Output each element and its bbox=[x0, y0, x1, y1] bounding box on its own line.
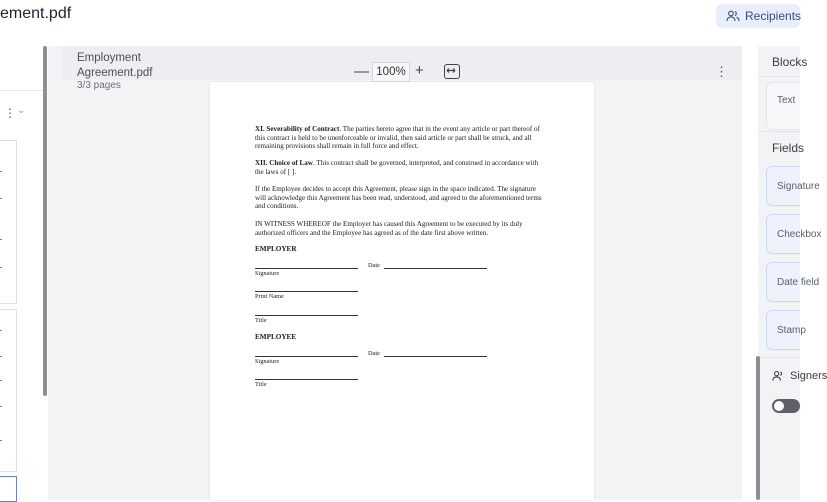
thumbnail-more-icon[interactable]: ⋮ bbox=[4, 106, 16, 120]
page-count: 3/3 pages bbox=[77, 80, 121, 91]
recipients-button[interactable] bbox=[716, 4, 800, 28]
severability-text: . The parties hereto agree that in the event any article or part thereof of this contract is held to be unenforceable or invalid, then said article or part shall be struck, and all remaining provisions shall remain in full force and effect. bbox=[255, 125, 540, 151]
thumbnail-text-mark bbox=[0, 171, 2, 172]
chevron-down-icon[interactable]: ⌄ bbox=[17, 105, 26, 116]
employee-title-line[interactable] bbox=[255, 379, 358, 380]
pdf-page bbox=[210, 82, 594, 500]
blocks-divider bbox=[758, 76, 800, 77]
page-thumbnail-2[interactable] bbox=[0, 309, 17, 472]
employer-heading: EMPLOYER bbox=[255, 245, 297, 253]
choice-of-law-heading: XII. Choice of Law bbox=[255, 159, 313, 167]
employee-signature-line[interactable] bbox=[255, 356, 358, 357]
fields-title: Fields bbox=[772, 141, 805, 155]
thumbnail-text-mark bbox=[0, 267, 2, 268]
users-icon bbox=[772, 370, 785, 382]
employer-signature-label: Signature bbox=[255, 270, 280, 277]
fields-divider bbox=[758, 131, 800, 132]
signers-row bbox=[772, 370, 827, 382]
thumbnail-scrollbar[interactable] bbox=[43, 46, 47, 396]
thumbnail-text-mark bbox=[0, 406, 2, 407]
severability-paragraph bbox=[255, 125, 545, 151]
employee-heading: EMPLOYEE bbox=[255, 333, 297, 341]
witness-paragraph: IN WITNESS WHEREOF the Employer has caused this Agreement to be executed by its duly authorized officers and the Employee has agreed as of the date first above written. bbox=[255, 220, 523, 237]
recipients-label: Recipients bbox=[745, 9, 802, 23]
zoom-out-button[interactable]: — bbox=[354, 63, 369, 80]
checkbox-field-block[interactable]: Checkbox bbox=[766, 214, 800, 254]
thumbnail-text-mark bbox=[0, 356, 2, 357]
acceptance-paragraph: If the Employee decides to accept this Agreement, please sign in the space indicated. The signature will acknowledge this Agreement has been read, understood, and agreed to the aforementioned terms and conditions. bbox=[255, 185, 542, 211]
toggle-knob bbox=[774, 401, 784, 411]
viewer-file-name: Employment Agreement.pdf bbox=[77, 52, 153, 79]
employer-title-line[interactable] bbox=[255, 315, 358, 316]
document-title: ement.pdf bbox=[0, 5, 72, 22]
employee-signature-label: Signature bbox=[255, 358, 280, 365]
employee-date-label: Date bbox=[368, 350, 380, 357]
thumbnail-text-mark bbox=[0, 330, 2, 331]
zoom-in-button[interactable]: + bbox=[415, 62, 424, 79]
thumbnail-text-mark bbox=[0, 239, 2, 240]
employee-date-line[interactable] bbox=[384, 356, 487, 357]
page-thumbnail-1[interactable] bbox=[0, 140, 17, 304]
signers-divider bbox=[758, 357, 800, 358]
severability-heading: XI. Severability of Contract bbox=[255, 125, 340, 133]
signers-label: Signers bbox=[790, 370, 827, 382]
fit-width-icon[interactable] bbox=[444, 64, 460, 79]
page-thumbnail-3[interactable] bbox=[0, 476, 17, 502]
choice-of-law-paragraph bbox=[255, 159, 545, 176]
employer-date-label: Date bbox=[368, 262, 380, 269]
employer-date-line[interactable] bbox=[384, 268, 487, 269]
users-icon bbox=[726, 10, 740, 22]
blocks-title: Blocks bbox=[772, 55, 808, 69]
thumbnail-text-mark bbox=[0, 198, 2, 199]
thumbnail-text-mark bbox=[0, 440, 2, 441]
zoom-level[interactable]: 100% bbox=[372, 62, 410, 82]
signature-field-block[interactable]: Signature bbox=[766, 166, 800, 206]
employer-print-name-line[interactable] bbox=[255, 291, 358, 292]
stamp-field-block[interactable]: Stamp bbox=[766, 310, 800, 350]
viewer-more-icon[interactable]: ⋮ bbox=[715, 64, 728, 79]
employer-title-label: Title bbox=[255, 317, 267, 324]
choice-of-law-text: . This contract shall be governed, interpreted, and construed in accordance with the laws of [ ]. bbox=[255, 159, 539, 176]
date-field-block[interactable]: Date field bbox=[766, 262, 800, 302]
top-bar bbox=[0, 0, 800, 34]
right-scrollbar[interactable] bbox=[756, 356, 760, 500]
thumbnail-divider bbox=[0, 90, 44, 91]
employer-signature-line[interactable] bbox=[255, 268, 358, 269]
thumbnail-text-mark bbox=[0, 380, 2, 381]
text-block[interactable]: Text bbox=[766, 82, 800, 130]
employee-title-label: Title bbox=[255, 381, 267, 388]
employer-print-name-label: Print Name bbox=[255, 293, 284, 300]
